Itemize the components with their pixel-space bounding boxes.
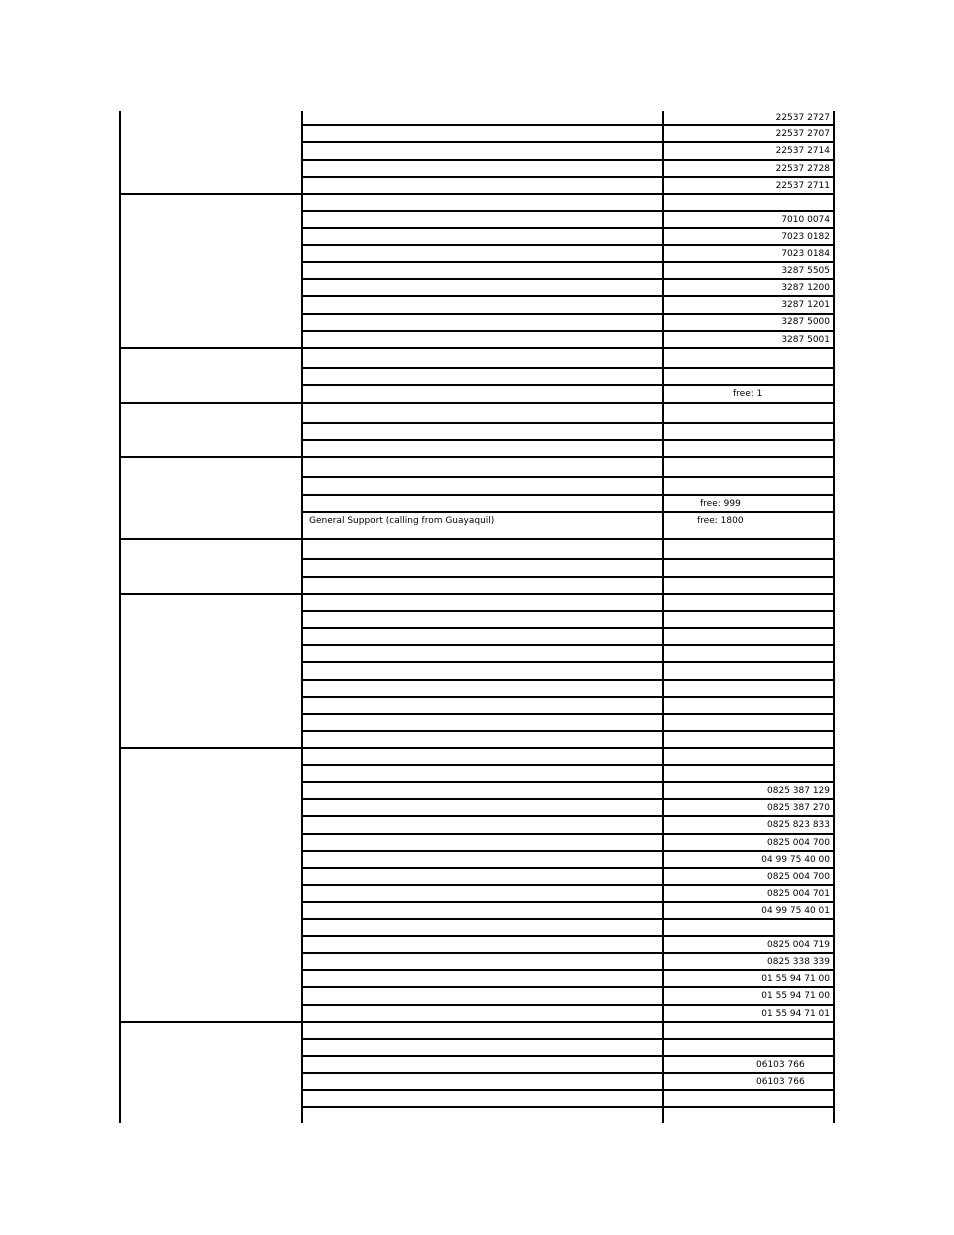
phone-number: 04 99 75 40 01 <box>761 906 830 916</box>
phone-number: 22537 2728 <box>775 164 830 174</box>
phone-number: 0825 004 700 <box>767 872 830 882</box>
free-number-1800: free: 1800 <box>697 516 744 526</box>
phone-number: 22537 2707 <box>775 129 830 139</box>
phone-number: 22537 2714 <box>775 146 830 156</box>
phone-number: 7023 0182 <box>781 232 830 242</box>
phone-number: 0825 338 339 <box>767 957 830 967</box>
phone-number: 22537 2711 <box>775 181 830 191</box>
phone-number: 01 55 94 71 00 <box>761 991 830 1001</box>
service-label-general-support-guayaquil: General Support (calling from Guayaquil) <box>309 516 495 526</box>
phone-number: 0825 004 701 <box>767 889 830 899</box>
phone-number: 0825 387 129 <box>767 786 830 796</box>
phone-number: 0825 823 833 <box>767 820 830 830</box>
phone-number: 22537 2727 <box>775 113 830 123</box>
phone-number: 3287 5000 <box>781 317 830 327</box>
phone-number: 04 99 75 40 00 <box>761 855 830 865</box>
phone-number: 3287 1201 <box>781 300 830 310</box>
phone-number: 01 55 94 71 00 <box>761 974 830 984</box>
phone-number: 0825 004 700 <box>767 838 830 848</box>
phone-number: 7023 0184 <box>781 249 830 259</box>
phone-number: 3287 5505 <box>781 266 830 276</box>
phone-number: 01 55 94 71 01 <box>761 1009 830 1019</box>
phone-number-06103-b: 06103 766 <box>756 1077 805 1087</box>
phone-number: 3287 5001 <box>781 335 830 345</box>
phone-number: 0825 004 719 <box>767 940 830 950</box>
phone-number: 3287 1200 <box>781 283 830 293</box>
free-number-1: free: 1 <box>733 389 763 399</box>
phone-number-06103-a: 06103 766 <box>756 1060 805 1070</box>
phone-number: 7010 0074 <box>781 215 830 225</box>
free-number-999: free: 999 <box>700 499 741 509</box>
phone-number: 0825 387 270 <box>767 803 830 813</box>
